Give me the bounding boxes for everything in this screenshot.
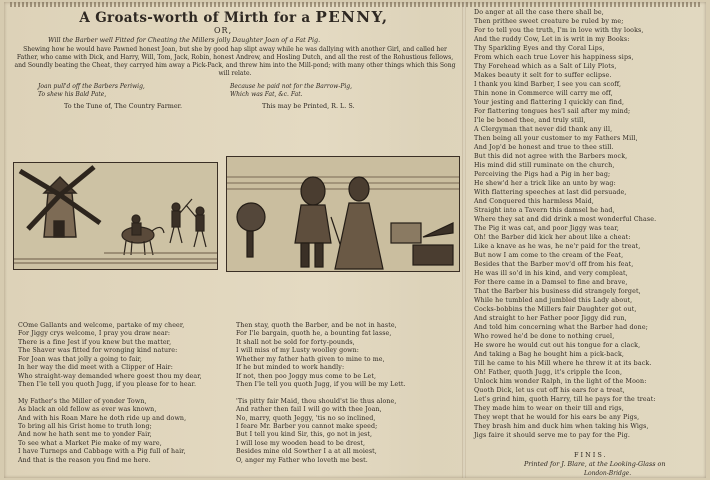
verse-line: My Father's the Miller of yonder Town, <box>18 397 147 405</box>
verse-line: From which each true Lover his happiness sips, <box>474 54 634 61</box>
verse-line: For to tell you the truth, I'm in love with thy looks, <box>474 27 644 34</box>
title-or: OR, <box>214 26 233 35</box>
windmill-woodcut-image <box>14 163 217 269</box>
top-border <box>10 2 700 7</box>
verse-line: Then prithee sweet creature be ruled by me; <box>474 18 624 25</box>
verse-line: For I'le bargain, quoth he, a bounting fat lasse, <box>236 330 392 338</box>
verse-column-2 <box>236 322 406 465</box>
verse-line: And Conquered this harmless Maid, <box>474 198 594 205</box>
verse-line: I'le be boned thee, and truly still, <box>474 117 586 124</box>
verse-line: And told him concerning what the Barber had done; <box>474 324 648 331</box>
verse-line: The Pig it was cat, and poor Jiggy was tear, <box>474 225 619 232</box>
verse-line: Thy Sparkling Eyes and thy Coral Lips, <box>474 45 605 52</box>
verse-line: If not, then poo Joggy mus come to be Let, <box>236 372 377 380</box>
verse-line: I thank you kind Barber, I see you can scoff, <box>474 81 622 88</box>
verse-line: There is a fine Jest if you knew but the matter, <box>18 338 172 346</box>
verse-line: Who rowed he'd be done to nothing cruel, <box>474 333 615 340</box>
verse-line: Where they sat and did drink a most wonderful Chase. <box>474 216 657 223</box>
verse-line: COme Gallants and welcome, partake of my cheer, <box>18 322 185 329</box>
fold-crease <box>462 2 466 478</box>
verse-line: I will lose my wooden head to be drest, <box>236 439 366 447</box>
verse-line: Thin none in Commerce will carry me off, <box>474 90 613 97</box>
verse-line: For Joan was that jolly a going to fair, <box>18 355 142 363</box>
verse-line: As black an old fellow as ever was known, <box>18 406 157 414</box>
verse-line: I will miss of my Lusty woolley gown: <box>236 347 359 355</box>
description: Shewing how he would have Pawned honest Joan, but she by good hap slipt away while he was dallying with another Girl, and called her Father, who came with Dick, and Harry, Will, Tom, Jack, Robin, honest Andrew, and Hosling Dutch, and all the rest of the Rohustious fellows, and Soundly beating the Cheat, they carryed him away a Pick-Pack, and threw him into the Mill-pond; with many other things which this Song will relate. <box>14 46 456 77</box>
verse-line: Straight into a Tavern this damsel he had, <box>474 207 615 214</box>
epigraph-right <box>230 83 352 99</box>
verse-line: Who straight-way demanded where goest thou my dear, <box>18 372 202 380</box>
verse-line: And the ruddy Cow, Let in is writ in my Books: <box>474 36 630 43</box>
verse-line: Besides that the Barber mov'd off from his feat, <box>474 261 634 268</box>
title-emphasis: PENNY, <box>315 8 389 26</box>
verse-line: Do anger at all the case there shall be, <box>474 9 604 16</box>
subtitle: Will the Barber well Fitted for Cheating the Millers jolly Daughter Joan of a Fat Pig. <box>48 36 321 44</box>
verse-line: While he tumbled and jumbled this Lady about, <box>474 297 633 304</box>
verse-line: Perceiving the Pigs had a Pig in her bag; <box>474 171 611 178</box>
verse-line: That the Barber his business did strangely forget, <box>474 288 641 295</box>
verse-line: Makes beauty it selt for to suffer eclipse. <box>474 72 612 79</box>
verse-line: And now he hath sent me to yonder Fair, <box>18 431 152 439</box>
ballad-title <box>64 8 404 26</box>
tune-line: To the Tune of, The Country Farmer. <box>64 102 183 110</box>
verse-line: Till he came to his Mill where he threw it at its back. <box>474 360 652 367</box>
verse-column-1 <box>18 322 202 465</box>
verse-line: Thy Forehead which as a Salt of Lily Plots, <box>474 63 617 70</box>
verse-line: 'Tis pitty fair Maid, thou should'st lie thus alone, <box>236 397 397 405</box>
epigraph-line: Which was Fat, &c. Fat. <box>230 91 303 98</box>
verse-line: O, anger my Father who loveth me best. <box>236 456 368 464</box>
verse-line: But I tell you kind Sir, this, go not in jest, <box>236 431 373 439</box>
verse-line: To see what a Market Pie make of my ware, <box>18 439 162 447</box>
verse-line: Then being all your customer to my Fathers Mill, <box>474 135 638 142</box>
verse-line: Like a knave as he was, he ne'r paid for the treat, <box>474 243 641 250</box>
verse-line: No, marry, quoth Jeggy, 'tis no so inclined, <box>236 414 376 422</box>
verse-line: Besides mine old Sowther I a at all moiest, <box>236 448 377 456</box>
epigraph-line: Joan pull'd off the Barbers Periwig, <box>38 83 145 90</box>
epigraph-line: Because he paid not for the Barrow-Pig, <box>230 83 353 90</box>
verse-line: Whether my father hath given to mine to me, <box>236 355 385 363</box>
verse-line: I have Turneps and Cabbage with a Pig full of hair, <box>18 448 186 456</box>
verse-line: Oh! Father, quoth Jugg, it's cripple the Icon, <box>474 369 623 376</box>
verse-line: Cocks-bobbins the Millers fair Daughter got out, <box>474 306 637 313</box>
title-text: A Groats-worth of Mirth for a <box>79 10 311 26</box>
imprint-continued: London-Bridge. <box>584 470 632 477</box>
verse-line: A Clergyman that never did thank any ill, <box>474 126 613 133</box>
verse-line: And that is the reason you find me here. <box>18 456 151 464</box>
verse-line: His mind did still ruminate on the church, <box>474 162 615 169</box>
license-line: This may be Printed, R. L. S. <box>262 102 355 110</box>
verse-line: To bring all his Grist home to truth long; <box>18 422 152 430</box>
verse-line: They wept that he would for his ears be any Pigs, <box>474 414 640 421</box>
verse-line: But now I am come to the cream of the Feat, <box>474 252 624 259</box>
verse-line: Oh! the Barber did kick her about like a cheat: <box>474 234 631 241</box>
verse-line: He shew'd her a trick like an unto by wag: <box>474 180 616 187</box>
verse-line: And straight to her Father poor Jiggy did run, <box>474 315 627 322</box>
verse-line: Jigs faire it should serve me to pay for the Pig. <box>474 432 631 439</box>
verse-line: They made him to wear on their till and rigs, <box>474 405 624 412</box>
imprint: Printed for J. Blare, at the Looking-Glass on <box>524 460 666 468</box>
verse-line: They brash him and duck him when taking his Wigs, <box>474 423 649 430</box>
verse-line: Then I'le tell you quoth Jugg, if you will be my Lett. <box>236 381 406 389</box>
epigraph-left <box>38 83 145 99</box>
verse-line: In her way the did meet with a Clipper of Hair: <box>18 364 173 372</box>
woodcut-windmill <box>13 162 218 270</box>
verse-line: For Jiggy crys welcome, I pray you draw near: <box>18 330 171 338</box>
verse-line: But this did not agree with the Barbers mock, <box>474 153 628 160</box>
verse-line: And rather then fail I will go with thee Joan, <box>236 406 382 414</box>
verse-line: Your jesting and flattering I quickly can find, <box>474 99 625 106</box>
verse-line: Quoth Dick, let us cut off his ears for a treat, <box>474 387 625 394</box>
couple-woodcut-image <box>227 157 459 271</box>
verse-line: The Shaver was fitted for wronging kind nature: <box>18 347 178 355</box>
finis-mark: FINIS. <box>574 451 608 459</box>
verse-line: He swore he would cut out his tongue for a clack, <box>474 342 641 349</box>
verse-line: Unlock him wonder Ralph, in the light of the Moon: <box>474 378 647 385</box>
woodcut-couple <box>226 156 460 272</box>
verse-column-right <box>474 8 706 440</box>
verse-line: It shall not be sold for forty-pounds, <box>236 338 355 346</box>
verse-line: And taking a Bag he bought him a pick-back, <box>474 351 625 358</box>
verse-line: For there came in a Damsel to fine and brave, <box>474 279 628 286</box>
verse-line: And with his Roan Mare he doth ride up and down, <box>18 414 187 422</box>
broadside-sheet <box>4 2 706 478</box>
verse-line: Then I'le tell you quoth Jugg, if you please for to hear. <box>18 381 197 389</box>
verse-line: For flattering tongues hes'l sail after my mind; <box>474 108 631 115</box>
verse-line: With flattering speeches at last did persuade, <box>474 189 627 196</box>
verse-line: He was ill so'd in his kind, and very compleat, <box>474 270 628 277</box>
verse-line: Then stay, quoth the Barber, and be not in haste, <box>236 322 397 329</box>
epigraph-line: To shew his Bald Pate, <box>38 91 107 98</box>
verse-line: Let's grind him, quoth Harry, till he pays for the treat: <box>474 396 656 403</box>
verse-line: I feare Mr. Barber you cannot make speed; <box>236 422 378 430</box>
verse-line: If he but minded to work handly: <box>236 364 345 372</box>
verse-line: And Jop'd be honest and true to thee still. <box>474 144 614 151</box>
